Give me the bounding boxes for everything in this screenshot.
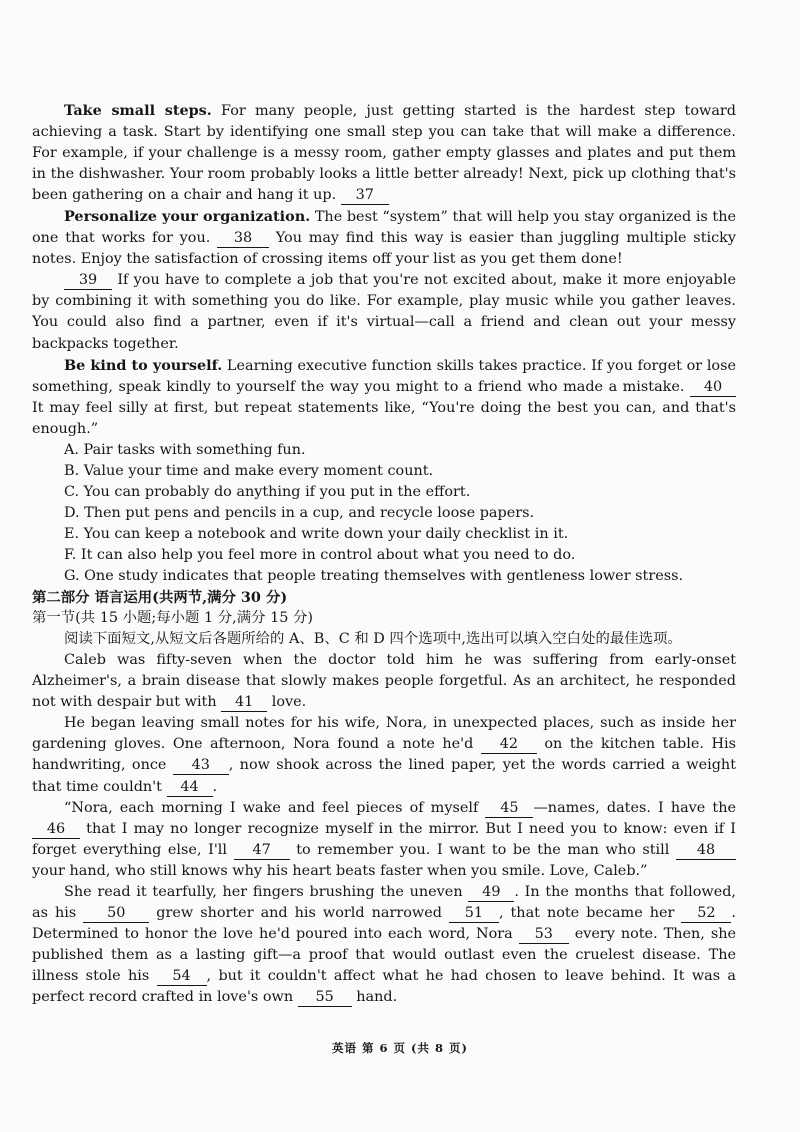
paragraph-personalize [32, 206, 736, 270]
blank-55: 55 [298, 989, 352, 1007]
body-text: She read it tearfully, her fingers brushing the uneven [64, 883, 469, 900]
option-g: G. One study indicates that people treating themselves with gentleness lower stress. [64, 568, 684, 585]
body-text: He began leaving small notes for his wife, Nora, in unexpected places, such as inside her gardening gloves. One afternoon, Nora found a note he'd [32, 715, 736, 753]
body-text: If you have to complete a job that you're not excited about, make it more enjoyable by combining it with something you do like. For example, play music while you gather leaves. You could also find a partner, even if it's virtual—call a friend and clean out your messy backpacks together. [32, 272, 736, 352]
body-text: For many people, just getting started is the hardest step toward achieving a task. Start by identifying one small step you can take that will make a difference. For example, if your challenge is a messy room, gather empty glasses and plates and put them in the dishwasher. Your room probably looks a little better already! Next, pick up clothing that's been gathering on a chair and hang it up. [32, 103, 736, 204]
blank-38: 38 [217, 230, 269, 248]
paragraph-fun [32, 270, 736, 354]
body-text: Caleb was fifty-seven when the doctor told him he was suffering from early-onset Alzheimer's, a brain disease that slowly makes people forgetful. As an architect, he responded not with despair but with [32, 652, 736, 711]
story-paragraph-2 [32, 713, 736, 797]
section-heading: 第一节(共 15 小题;每小题 1 分,满分 15 分) [32, 610, 313, 627]
option-d: D. Then put pens and pencils in a cup, and recycle loose papers. [64, 504, 535, 521]
option-e: E. You can keep a notebook and write down your daily checklist in it. [64, 525, 569, 542]
blank-37: 37 [341, 187, 389, 205]
body-text: on the kitchen table. His handwriting, once [32, 736, 736, 774]
body-text: The best “system” that will help you stay organized is the one that works for you. [32, 209, 736, 247]
blank-39: 39 [64, 272, 112, 290]
story-paragraph-1 [32, 650, 736, 713]
body-text: . In the months that followed, as his [32, 883, 736, 921]
paragraph-small-steps [32, 100, 736, 206]
body-text: , that note became her [498, 904, 682, 921]
story-paragraph-4 [32, 882, 736, 1008]
instruction: 阅读下面短文,从短文后各题所给的 A、B、C 和 D 四个选项中,选出可以填入空白处的最佳选项。 [64, 631, 682, 648]
body-text: that I may no longer recognize myself in the mirror. But I need you to know: even if I forget everything else, I'll [32, 820, 736, 858]
blank-53: 53 [519, 926, 569, 944]
paragraph-be-kind [32, 355, 736, 440]
body-text: grew shorter and his world narrowed [149, 904, 449, 921]
subheading: Be kind to yourself. [64, 356, 223, 374]
blank-48: 48 [676, 842, 736, 860]
body-text: hand. [351, 988, 398, 1005]
blank-51: 51 [449, 905, 499, 923]
body-text: . [212, 778, 218, 795]
body-text: —names, dates. I have the [533, 799, 736, 816]
blank-50: 50 [83, 905, 149, 923]
blank-54: 54 [157, 968, 207, 986]
body-text: your hand, who still knows why his heart beats faster when you smile. Love, Caleb.” [32, 862, 648, 879]
blank-52: 52 [681, 905, 731, 923]
option-list [32, 440, 736, 587]
option-c: C. You can probably do anything if you put in the effort. [64, 483, 471, 500]
blank-41: 41 [221, 694, 267, 712]
option-f: F. It can also help you feel more in control about what you need to do. [64, 546, 576, 563]
blank-46: 46 [32, 821, 80, 839]
option-a: A. Pair tasks with something fun. [64, 441, 306, 458]
body-text: Learning executive function skills takes practice. If you forget or lose something, speak kindly to yourself the way you might to a friend who made a mistake. [32, 357, 736, 395]
page-text [32, 100, 736, 1008]
blank-40: 40 [690, 379, 736, 397]
subheading: Take small steps. [64, 102, 212, 119]
subheading: Personalize your organization. [64, 208, 311, 226]
blank-45: 45 [485, 800, 533, 818]
page-footer: 英语 第 6 页 (共 8 页) [332, 1041, 468, 1055]
body-text: . Determined to honor the love he'd poured into each word, Nora [32, 904, 736, 942]
body-text: “Nora, each morning I wake and feel pieces of myself [64, 799, 486, 816]
blank-44: 44 [167, 779, 213, 797]
body-text: It may feel silly at first, but repeat statements like, “You're doing the best you can, and that's enough.” [32, 399, 736, 437]
body-text: , but it couldn't affect what he had chosen to leave behind. It was a perfect record crafted in love's own [32, 967, 737, 1005]
part-heading: 第二部分 语言运用(共两节,满分 30 分) [32, 589, 288, 607]
body-text: love. [267, 694, 307, 711]
blank-47: 47 [234, 842, 290, 860]
blank-43: 43 [173, 757, 229, 775]
blank-49: 49 [468, 884, 514, 902]
option-b: B. Value your time and make every moment count. [64, 462, 434, 479]
story-paragraph-3 [32, 798, 736, 882]
body-text: , now shook across the lined paper, yet the words carried a weight that time couldn't [32, 757, 736, 795]
body-text: You may find this way is easier than juggling multiple sticky notes. Enjoy the satisfaction of crossing items off your list as you get them done! [32, 230, 736, 268]
body-text: every note. Then, she published them as a lasting gift—a proof that would outlast even the cruelest disease. The illness stole his [32, 925, 737, 984]
body-text: to remember you. I want to be the man who still [289, 841, 676, 858]
blank-42: 42 [481, 736, 537, 754]
